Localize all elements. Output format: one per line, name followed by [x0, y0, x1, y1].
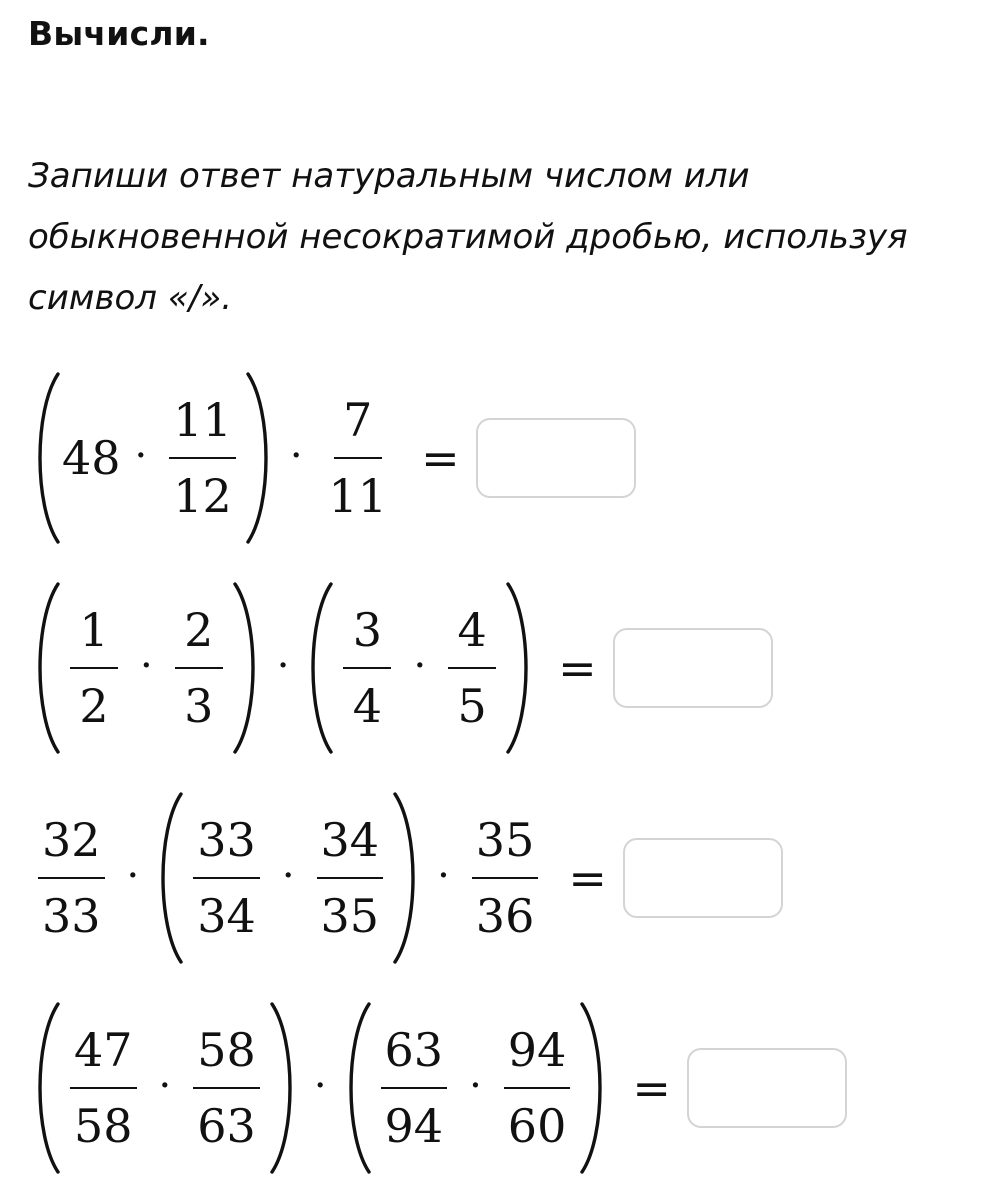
denominator: 5: [457, 679, 487, 733]
numerator: 58: [193, 1027, 260, 1089]
multiply-dot: ·: [276, 643, 290, 689]
fraction: [169, 393, 236, 523]
fraction: [193, 1023, 260, 1153]
fraction: [317, 813, 384, 943]
equals-sign: =: [421, 431, 460, 485]
left-paren: [153, 790, 185, 966]
numerator: 33: [193, 817, 260, 879]
denominator: 58: [74, 1099, 133, 1153]
multiply-dot: ·: [140, 643, 153, 689]
fraction: [325, 393, 392, 523]
numerator: 3: [343, 607, 391, 669]
multiply-dot: ·: [289, 433, 303, 479]
equals-sign: =: [558, 641, 597, 695]
left-paren: [30, 1000, 62, 1176]
fraction: [343, 603, 391, 733]
denominator: 35: [320, 889, 380, 943]
left-paren: [30, 580, 62, 756]
right-paren: [231, 580, 263, 756]
whole-number: 48: [62, 431, 121, 485]
left-paren: [341, 1000, 373, 1176]
expression-1: [30, 368, 636, 548]
expression-3: [30, 790, 783, 966]
answer-input-1[interactable]: [476, 418, 636, 498]
fraction: [70, 1023, 137, 1153]
right-paren: [268, 1000, 300, 1176]
fraction: [504, 1023, 571, 1153]
numerator: 7: [334, 397, 382, 459]
left-paren: [30, 370, 62, 546]
multiply-dot: ·: [126, 853, 140, 899]
right-paren: [504, 580, 536, 756]
denominator: 12: [173, 469, 232, 523]
multiply-dot: ·: [413, 643, 427, 689]
numerator: 94: [504, 1027, 571, 1089]
denominator: 3: [184, 679, 214, 733]
fraction: [472, 813, 539, 943]
right-paren: [391, 790, 423, 966]
fraction: [381, 1023, 448, 1153]
equals-sign: =: [568, 851, 607, 905]
right-paren: [578, 1000, 610, 1176]
answer-input-3[interactable]: [623, 838, 783, 918]
task-title: Вычисли.: [28, 14, 210, 53]
expression-4: [30, 1000, 847, 1176]
denominator: 36: [475, 889, 535, 943]
multiply-dot: ·: [437, 853, 450, 899]
multiply-dot: ·: [158, 1063, 172, 1109]
multiply-dot: ·: [469, 1063, 482, 1109]
fraction: [448, 603, 496, 733]
numerator: 63: [381, 1027, 448, 1089]
numerator: 1: [70, 607, 118, 669]
right-paren: [244, 370, 276, 546]
equals-sign: =: [632, 1061, 671, 1115]
fraction: [38, 813, 105, 943]
answer-input-2[interactable]: [613, 628, 773, 708]
expression-2: [30, 580, 773, 756]
task-instruction: Запиши ответ натуральным числом или обыкновенной несократимой дробью, используя символ «/».: [28, 156, 908, 318]
numerator: 11: [169, 397, 236, 459]
denominator: 34: [197, 889, 256, 943]
left-paren: [303, 580, 335, 756]
fraction: [175, 603, 223, 733]
denominator: 60: [507, 1099, 567, 1153]
numerator: 47: [70, 1027, 137, 1089]
denominator: 63: [197, 1099, 256, 1153]
multiply-dot: ·: [134, 433, 148, 479]
fraction: [70, 603, 118, 733]
fraction: [193, 813, 260, 943]
numerator: 32: [38, 817, 105, 879]
multiply-dot: ·: [281, 853, 295, 899]
denominator: 2: [79, 679, 109, 733]
answer-input-4[interactable]: [687, 1048, 847, 1128]
numerator: 2: [175, 607, 223, 669]
numerator: 35: [472, 817, 539, 879]
numerator: 34: [317, 817, 384, 879]
denominator: 4: [352, 679, 383, 733]
multiply-dot: ·: [313, 1063, 327, 1109]
numerator: 4: [448, 607, 496, 669]
denominator: 33: [42, 889, 101, 943]
denominator: 11: [328, 469, 388, 523]
denominator: 94: [384, 1099, 444, 1153]
